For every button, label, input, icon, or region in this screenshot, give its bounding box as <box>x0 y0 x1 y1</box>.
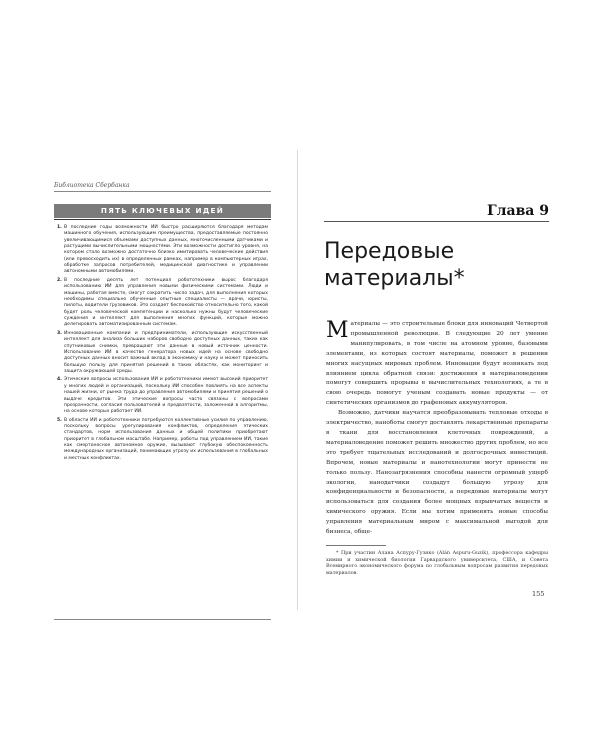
key-ideas-list <box>57 225 268 464</box>
chapter-rule <box>324 221 549 222</box>
key-idea-number: 4. <box>57 377 62 383</box>
key-idea-text: В последние годы возможности ИИ быстро расширяются благодаря методам машинного обучения, использующим преимущества, предоставляемые постоянно увеличивающимися объемами доступных данных, многочисленными датчиками и растущими вычислительными мощностями. Эти возможности достигло уровня, на котором стало возможно достаточно близко имитировать человеческие действия (или превосходить их) в определенных рамках, например в компьютерных играх, обработке запросов потребителей, медицинской диагностике и управлении автономными автомобилями. <box>64 225 268 275</box>
body-paragraph: Возможно, датчики научатся преобразовывать тепловые отходы в электричество, наноботы смогут доставлять лекарственные препараты в ткани для восстановления клеточных повреждений, а материаловедение поможет решить множество других проблем, но все это требует тщательных исследований и долгосрочных инвестиций. Впрочем, новые материалы и нанотехнологии могут принести не только пользу. Нанозагрязнения способны нанести огромный ущерб экологии, нанодатчики создадут большую угрозу для конфиденциальности и безопасности, а передовые материалы могут использоваться для создания более мощных взрывчатых веществ и химического оружия. Если мы хотим применять новые способы управления материальным миром с максимальной выгодой для бизнеса, обще- <box>326 410 548 536</box>
key-idea-number: 1. <box>57 225 62 230</box>
key-idea-number: 5. <box>57 417 62 423</box>
key-ideas-bottom-rule <box>54 619 271 620</box>
running-head-rule <box>54 191 271 192</box>
drop-cap: М <box>326 318 349 343</box>
page-number: 155 <box>532 590 545 598</box>
left-page <box>0 0 295 750</box>
key-idea-number: 2. <box>57 277 62 283</box>
running-head: Библиотека Сбербанка <box>54 182 130 189</box>
key-idea-number: 3. <box>57 330 62 336</box>
chapter-body <box>326 320 548 538</box>
key-idea-text: В области ИИ и робототехники потребуются коллективные усилия по управлению, поскольку вопросы урегулирования конфликтов, определения этических стандартов, норм использования данных и общей политики приобретают приоритет в глобальном масштабе. Например, роботы под управлением ИИ, такие как смертоносное автономное оружие, вызывают глубокую обеспокоенность международных организаций, понимающих угрозу их использования в глобальных и местных конфликтах. <box>64 417 268 461</box>
page-gutter <box>297 150 298 610</box>
footnote-rule <box>326 545 386 546</box>
key-idea-item <box>57 225 268 276</box>
key-idea-text: Инновационные компании и предприниматели, использующие искусственный интеллект для анализа больших наборов свободно доступных данных, таких как спутниковые снимки, превращают эти данные в новый источник ценности. Использование ИИ в качестве генератора новых идей на основе свободно доступных данных вносит важный вклад в экономику и науку и может приносить большую пользу для принятия решений в таких областях, как мониторинг и защита окружающей среды. <box>64 330 268 374</box>
key-idea-text: Этические вопросы использования ИИ и робототехники имеют высокий приоритет у многих людей и организаций, поскольку ИИ способен повлиять на все аспекты нашей жизни, от рынка труда до управления автомобилями и принятия решений о выдаче кредитов. Эти этические вопросы часто связаны с вопросами прозрачности, согласия пользователей и предвзятости, заложенной в алгоритмы, на основе которых работает ИИ. <box>64 377 268 415</box>
body-paragraph-text: атериалы — это строительные блоки для инноваций Четвертой промышленной революции. В следующие 20 лет умение манипулировать, в том числе на атомном уровне, базовыми элементами, из которых состоят материалы, поможет в решении многих насущных мировых проблем. Инновации будут возникать под влиянием цикла обратной связи: достижения в материаловедении помогут совершить прорывы в вычислительных технологиях, а те в свою очередь помогут ученым создавать новые продукты — от синтетических организмов до графеновых аккумуляторов. <box>326 321 548 407</box>
key-idea-item <box>57 278 268 329</box>
key-idea-text: В последние десять лет потенциал робототехники вырос благодаря использованию ИИ для управления новыми физическими системами. Люди и машины, работая вместе, смогут сократить число задач, для выполнения которых необходимы специально обученные опытные специалисты — врачи, юристы, пилоты, водители грузовиков. Это создает беспокойство относительно того, какой будет роль человеческой компетенции и насколько нужны будут человеческие суждения и интеллект для выполнения многих функций, которые можно делегировать автоматизированным системам. <box>64 277 268 328</box>
key-ideas-title: ПЯТЬ КЛЮЧЕВЫХ ИДЕЙ <box>54 204 271 218</box>
chapter-label: Глава 9 <box>486 203 549 219</box>
chapter-title: Передовые материалы* <box>324 239 465 291</box>
key-idea-item <box>57 331 268 375</box>
key-idea-item <box>57 377 268 415</box>
key-ideas-title-rule <box>54 219 271 220</box>
footnote: * При участии Алана Аспуру-Гузико (Alán Aspuru-Guzik), профессора кафедры химии и химической биологии Гарвардского университета, США, и Совета Всемирного экономического форума по глобальным вопросам развития передовых материалов. <box>326 550 548 576</box>
body-paragraph <box>326 320 548 409</box>
key-idea-item <box>57 418 268 462</box>
